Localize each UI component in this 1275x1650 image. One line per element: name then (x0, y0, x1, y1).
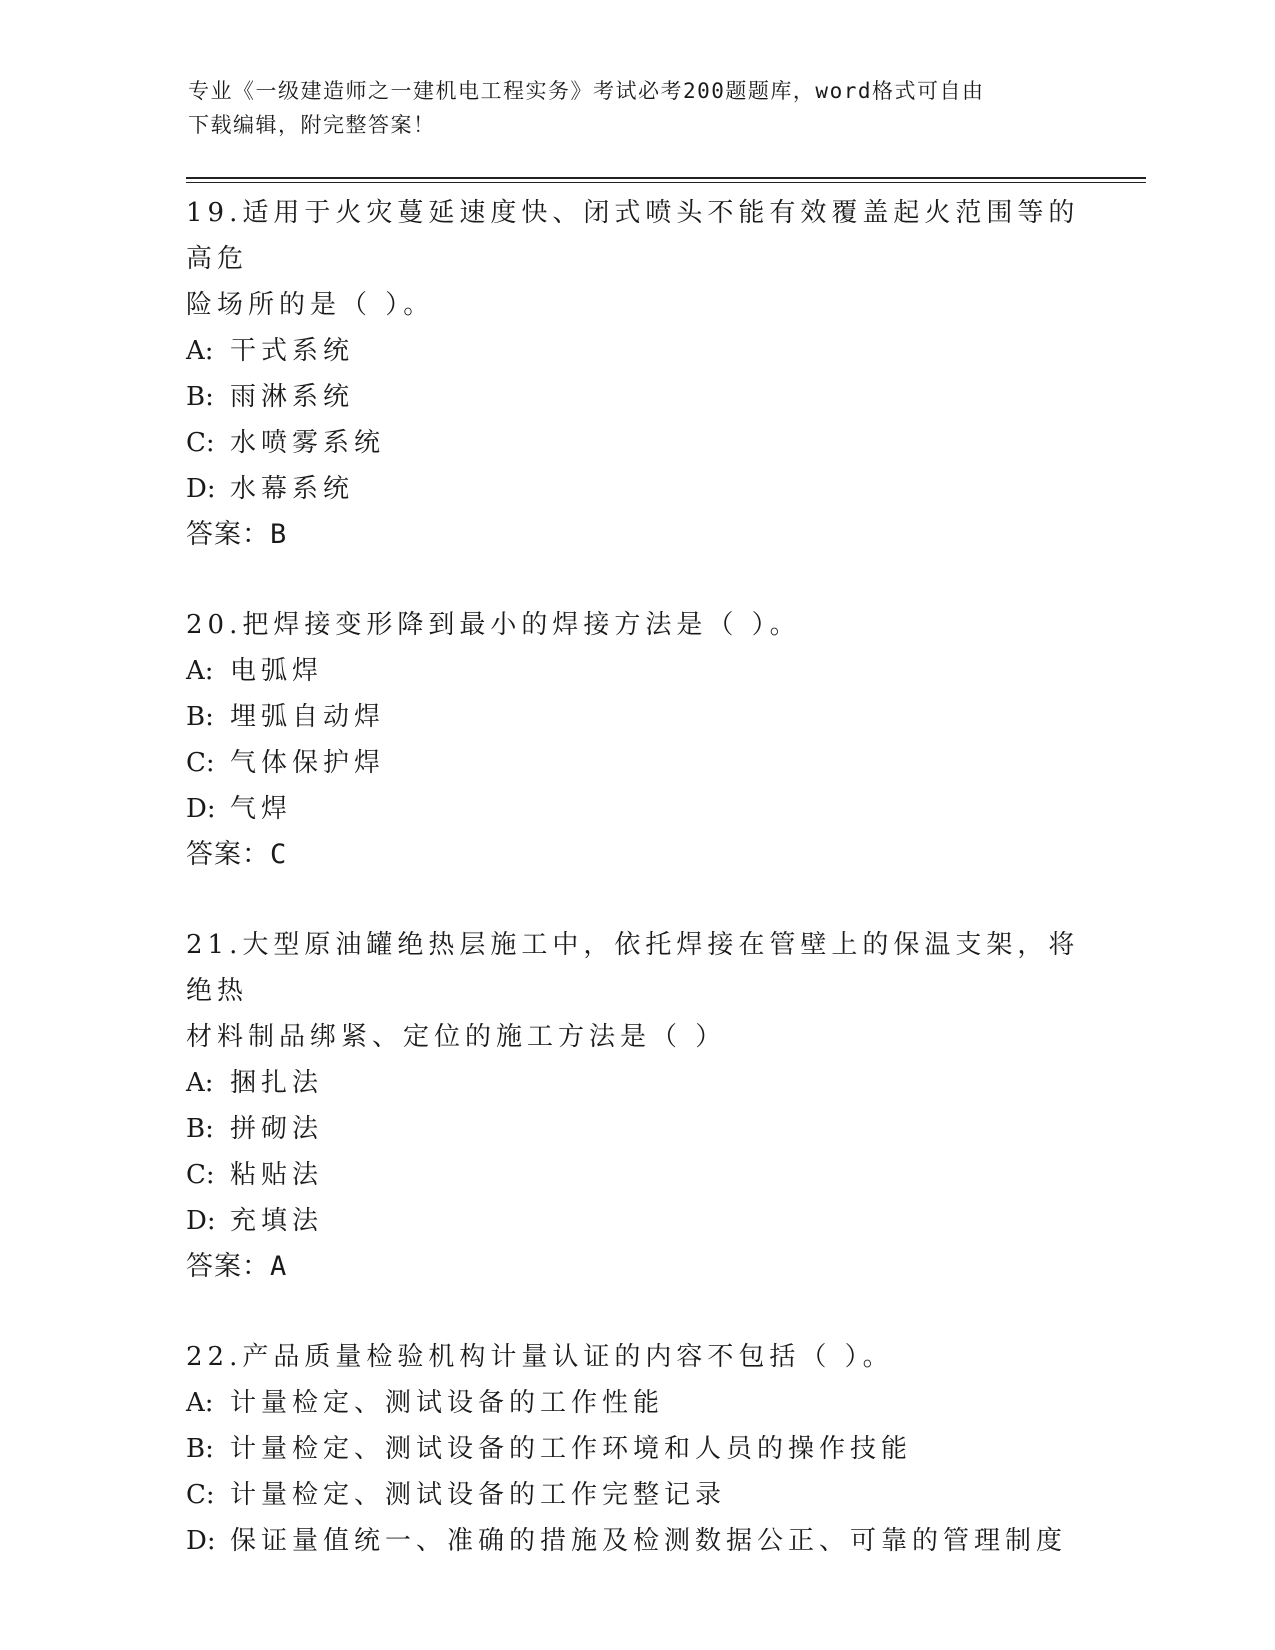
answer-label: 答案： (186, 839, 270, 870)
option-c (186, 420, 1086, 466)
question-stem: 19.适用于火灾蔓延速度快、闭式喷头不能有效覆盖起火范围等的高危 (186, 198, 1080, 274)
option-text: 电弧焊 (230, 656, 324, 686)
option-key: B: (186, 702, 214, 732)
option-text: 粘贴法 (230, 1160, 324, 1190)
option-key: D: (186, 1526, 216, 1556)
option-a (186, 1060, 1086, 1106)
option-text: 水幕系统 (230, 474, 355, 504)
answer-line (186, 1244, 1086, 1290)
option-text: 计量检定、测试设备的工作环境和人员的操作技能 (230, 1434, 913, 1464)
option-text: 水喷雾系统 (230, 428, 386, 458)
document-header (188, 74, 1088, 142)
option-text: 计量检定、测试设备的工作完整记录 (230, 1480, 727, 1510)
answer-label: 答案： (186, 519, 270, 550)
option-text: 埋弧自动焊 (230, 702, 386, 732)
option-key: D: (186, 794, 216, 824)
option-b (186, 1106, 1086, 1152)
option-text: 计量检定、测试设备的工作性能 (230, 1388, 665, 1418)
answer-value: A (270, 1251, 288, 1282)
option-text: 气体保护焊 (230, 748, 386, 778)
answer-line (186, 832, 1086, 878)
option-a (186, 328, 1086, 374)
answer-line (186, 512, 1086, 558)
option-key: C: (186, 1160, 215, 1190)
option-a (186, 648, 1086, 694)
question-stem-continued: 材料制品绑紧、定位的施工方法是（ ） (186, 1022, 727, 1052)
answer-value: B (270, 519, 288, 550)
option-text: 雨淋系统 (230, 382, 355, 412)
option-key: D: (186, 474, 216, 504)
option-key: B: (186, 1114, 214, 1144)
option-d (186, 466, 1086, 512)
option-key: C: (186, 428, 215, 458)
answer-label: 答案： (186, 1251, 270, 1282)
option-a (186, 1380, 1086, 1426)
option-text: 拼砌法 (230, 1114, 324, 1144)
question-20 (186, 602, 1086, 878)
option-b (186, 694, 1086, 740)
option-key: B: (186, 1434, 214, 1464)
option-key: A: (186, 1068, 214, 1098)
option-key: A: (186, 656, 214, 686)
option-key: D: (186, 1206, 216, 1236)
option-text: 干式系统 (230, 336, 355, 366)
question-stem: 20.把焊接变形降到最小的焊接方法是（ ）。 (186, 610, 801, 640)
question-stem: 21.大型原油罐绝热层施工中，依托焊接在管壁上的保温支架，将绝热 (186, 930, 1080, 1006)
option-d (186, 786, 1086, 832)
option-key: A: (186, 1388, 214, 1418)
question-list (186, 190, 1086, 1608)
header-line-1: 专业《一级建造师之一建机电工程实务》考试必考200题题库，word格式可自由 (188, 79, 985, 103)
question-21 (186, 922, 1086, 1290)
option-key: C: (186, 748, 215, 778)
option-d (186, 1198, 1086, 1244)
option-text: 保证量值统一、准确的措施及检测数据公正、可靠的管理制度 (230, 1526, 1068, 1556)
option-c (186, 740, 1086, 786)
question-19 (186, 190, 1086, 558)
question-stem-continued: 险场所的是（ ）。 (186, 290, 435, 320)
option-d (186, 1518, 1086, 1564)
question-22 (186, 1334, 1086, 1564)
option-text: 充填法 (230, 1206, 324, 1236)
option-key: C: (186, 1480, 215, 1510)
option-key: A: (186, 336, 214, 366)
option-c (186, 1152, 1086, 1198)
header-divider-thick (186, 177, 1146, 179)
option-key: B: (186, 382, 214, 412)
answer-value: C (270, 839, 288, 870)
option-c (186, 1472, 1086, 1518)
option-b (186, 1426, 1086, 1472)
option-b (186, 374, 1086, 420)
question-stem: 22.产品质量检验机构计量认证的内容不包括（ ）。 (186, 1342, 894, 1372)
header-divider-thin (186, 182, 1146, 183)
option-text: 气焊 (230, 794, 293, 824)
header-line-2: 下载编辑，附完整答案！ (188, 113, 436, 137)
option-text: 捆扎法 (230, 1068, 324, 1098)
